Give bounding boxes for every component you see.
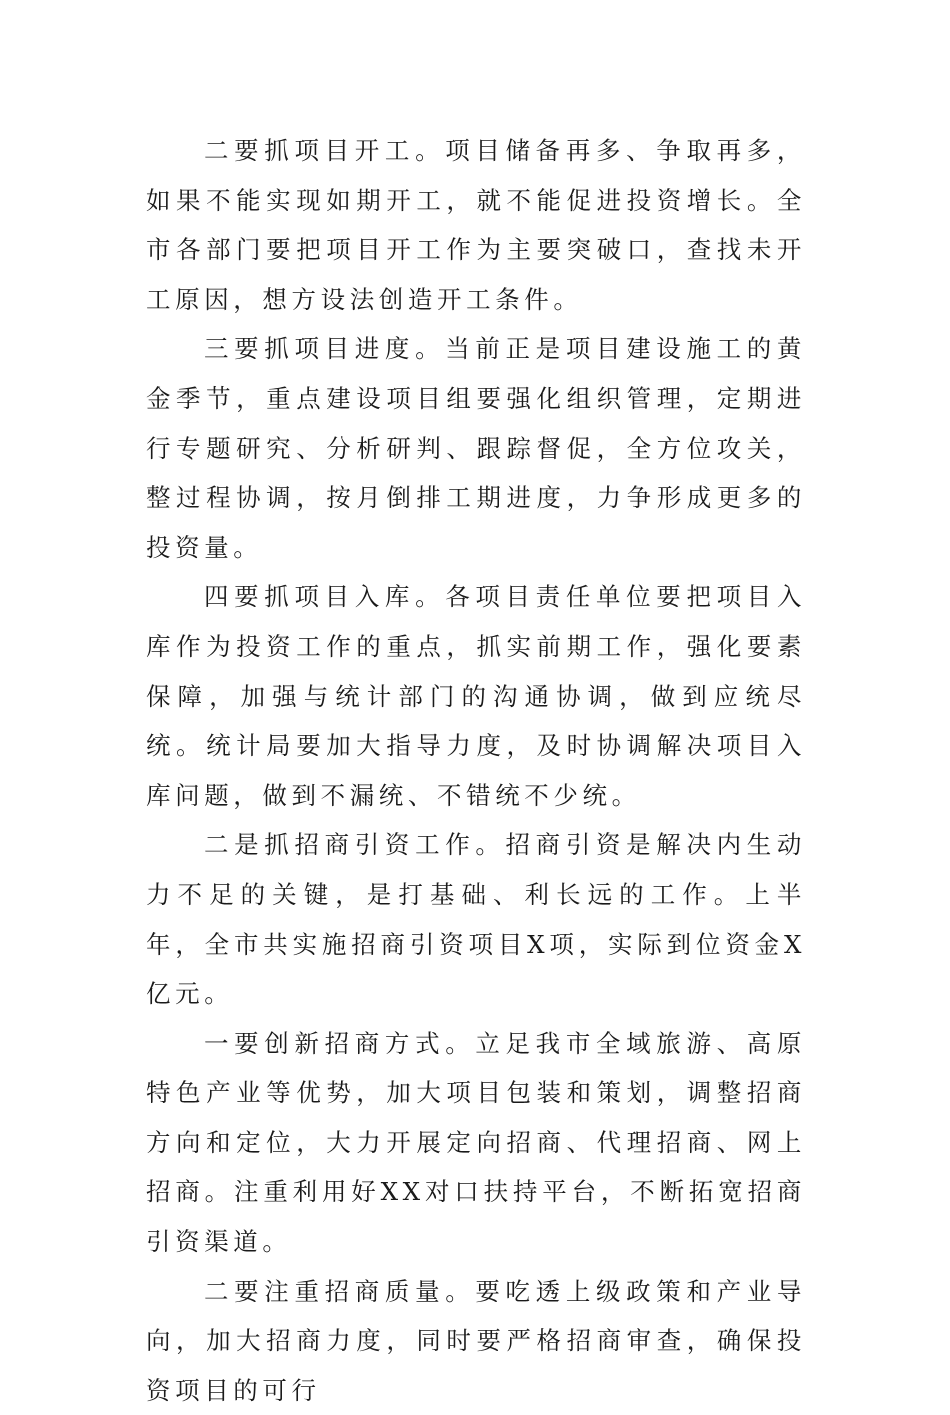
paragraph-project-registration: 四要抓项目入库。各项目责任单位要把项目入库作为投资工作的重点，抓实前期工作，强化要素保障，加强与统计部门的沟通协调，做到应统尽统。统计局要加大指导力度，及时协调解决项目入库问题，做到不漏统、不错统不少统。 <box>146 582 806 810</box>
paragraph-attraction-quality: 二要注重招商质量。要吃透上级政策和产业导向，加大招商力度，同时要严格招商审查，确保投资项目的可行 <box>146 1276 806 1405</box>
paragraph-project-start: 二要抓项目开工。项目储备再多、争取再多，如果不能实现如期开工，就不能促进投资增长。全市各部门要把项目开工作为主要突破口，查找未开工原因，想方设法创造开工条件。 <box>146 136 806 314</box>
paragraph-investment-attraction: 二是抓招商引资工作。招商引资是解决内生动力不足的关键，是打基础、利长远的工作。上半年，全市共实施招商引资项目X项，实际到位资金X亿元。 <box>146 830 806 1009</box>
paragraph-project-progress: 三要抓项目进度。当前正是项目建设施工的黄金季节，重点建设项目组要强化组织管理，定期进行专题研究、分析研判、跟踪督促，全方位攻关，整过程协调，按月倒排工期进度，力争形成更多的投资量。 <box>146 334 806 562</box>
paragraph-innovate-methods: 一要创新招商方式。立足我市全域旅游、高原特色产业等优势，加大项目包装和策划，调整招商方向和定位，大力开展定向招商、代理招商、网上招商。注重利用好XX对口扶持平台，不断拓宽招商引资渠道。 <box>146 1028 806 1257</box>
document-body <box>146 126 806 1415</box>
